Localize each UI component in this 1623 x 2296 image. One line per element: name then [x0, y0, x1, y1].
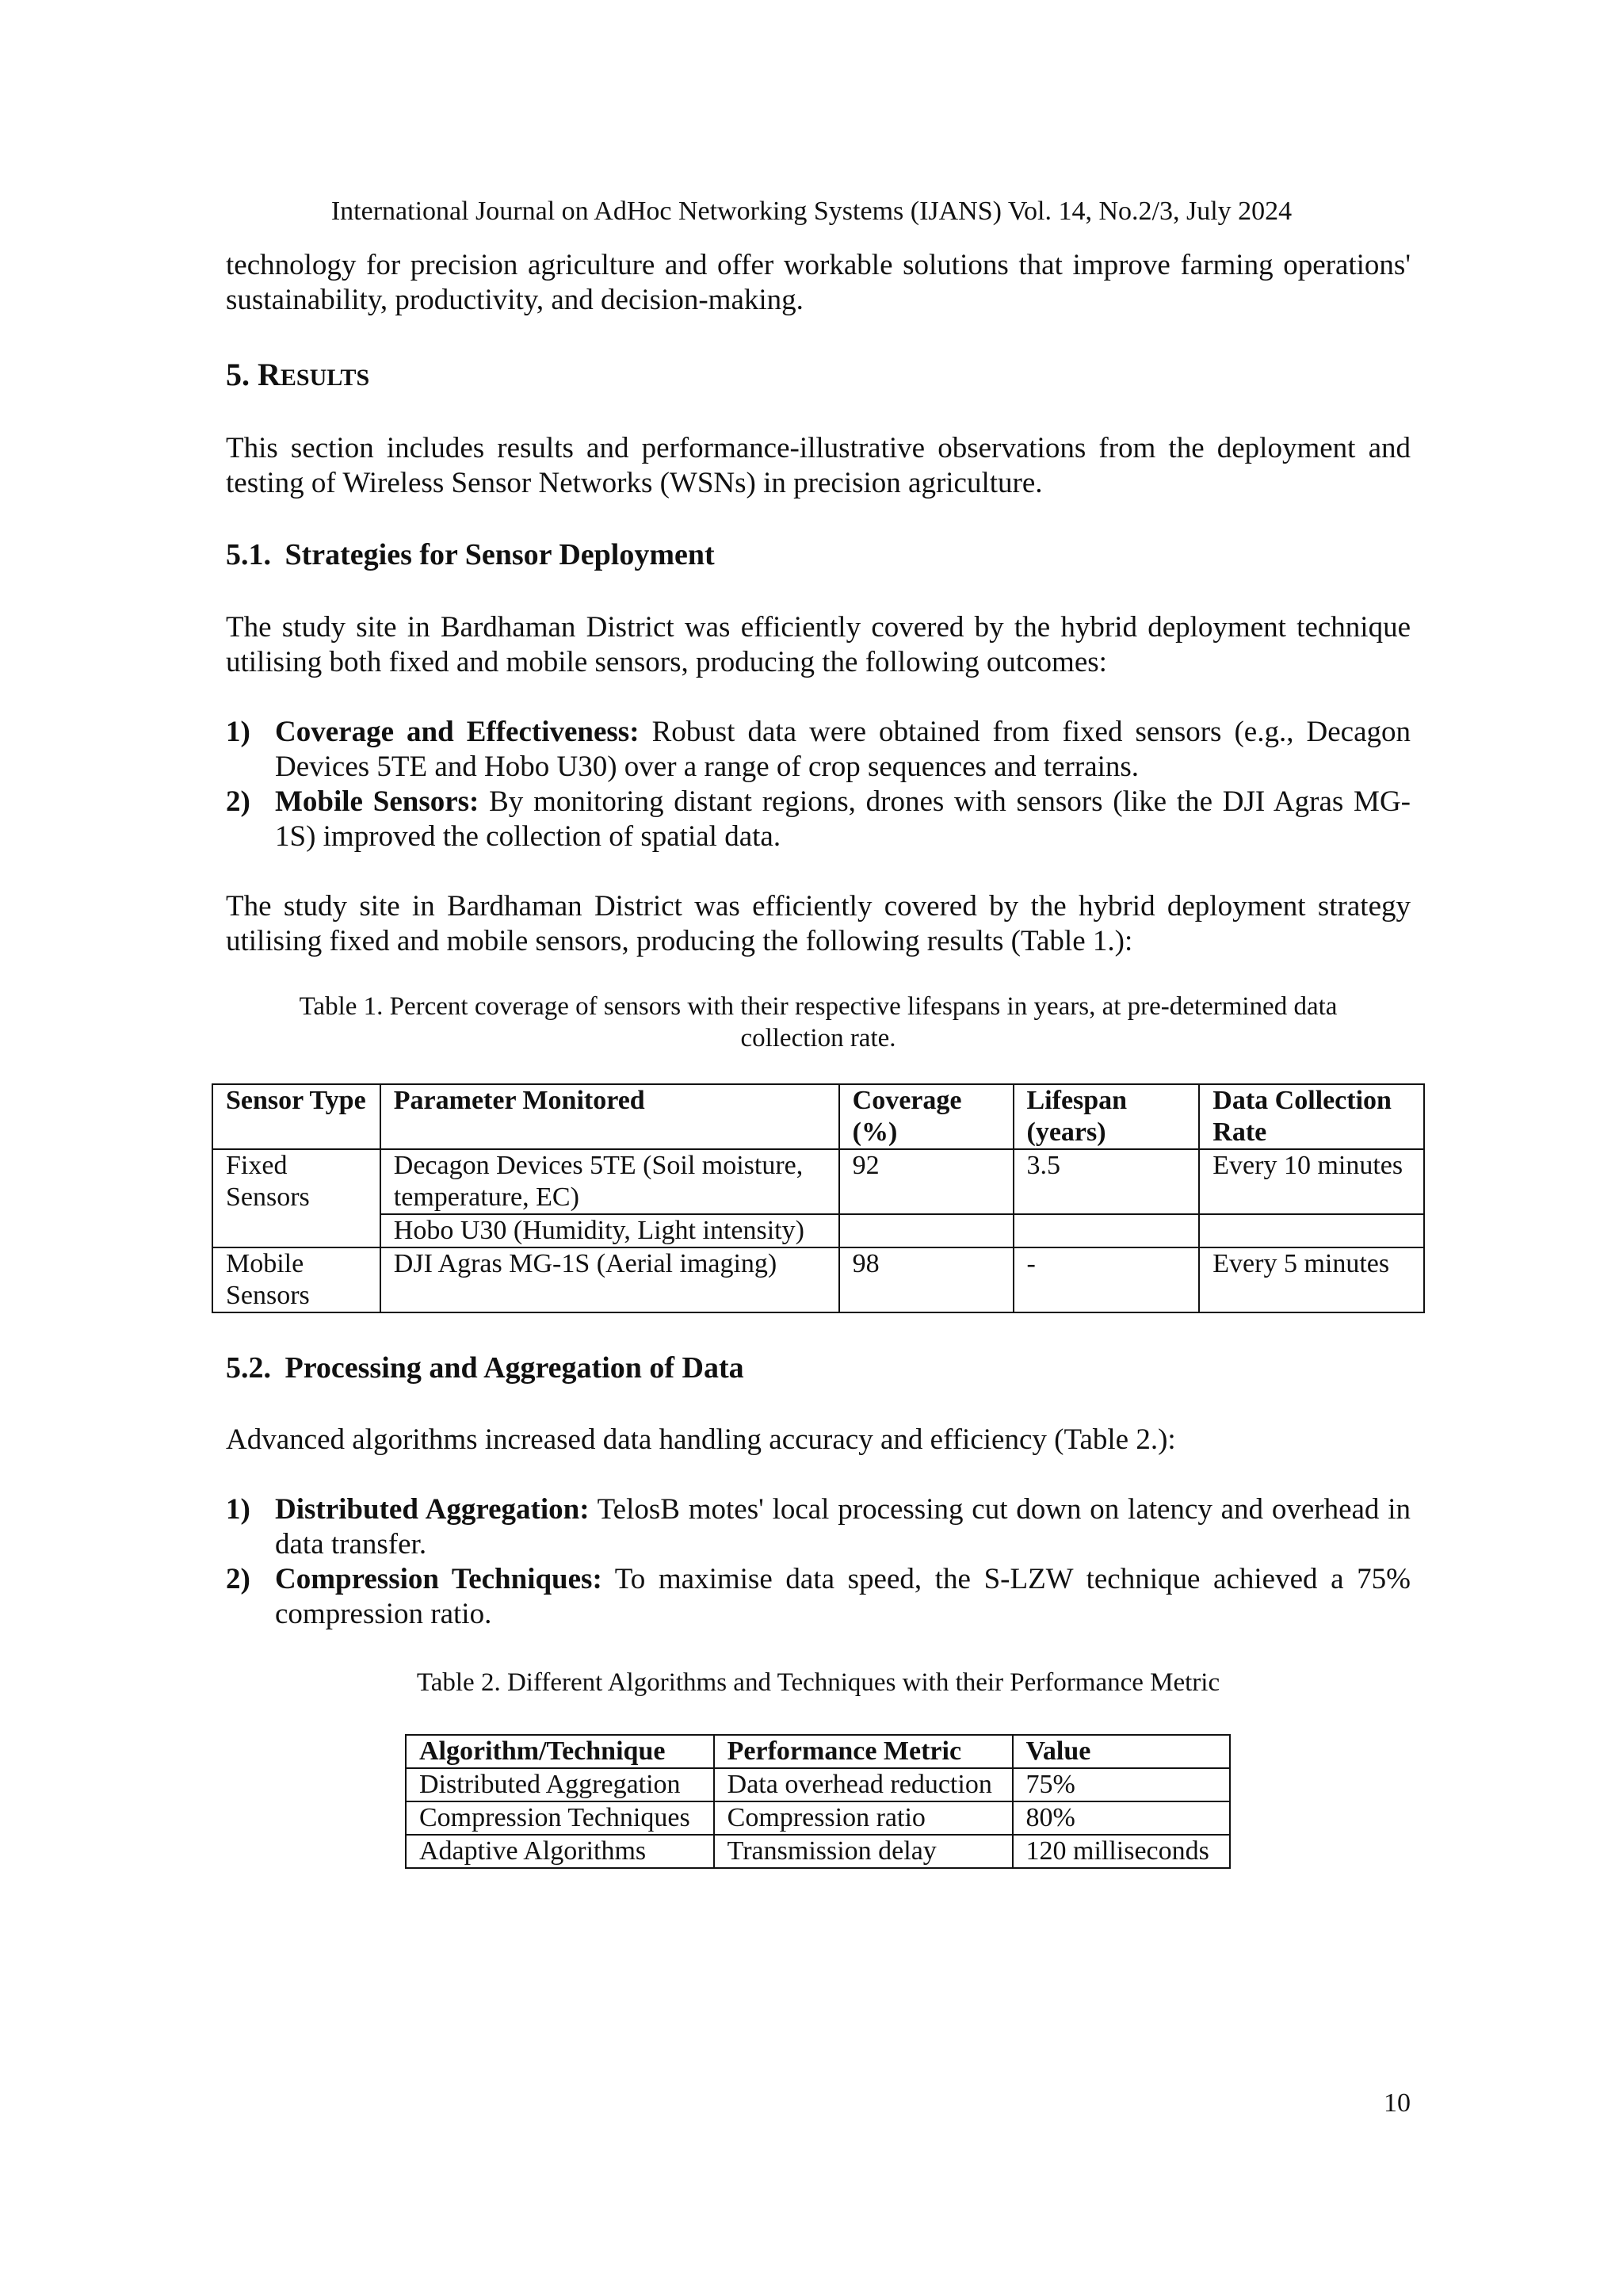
- cell-rate: [1199, 1214, 1424, 1247]
- header-value: Value: [1013, 1735, 1231, 1768]
- table-row: [406, 1768, 1230, 1801]
- list-item-number: 2): [226, 1563, 250, 1595]
- page-number: 10: [1384, 2088, 1411, 2118]
- table-header-row: [406, 1735, 1230, 1768]
- subsection-number: 5.1.: [226, 538, 271, 571]
- cell-lifespan: 3.5: [1014, 1149, 1200, 1214]
- list-item-number: 2): [226, 785, 250, 818]
- table-row: [212, 1214, 1424, 1247]
- subsection-heading-5-2: [226, 1350, 744, 1385]
- list-item-text: To maximise data speed, the S-LZW technique achieved a 75% compression ratio.: [275, 1563, 1411, 1630]
- algorithms-table: [405, 1734, 1231, 1869]
- table-row: [406, 1801, 1230, 1835]
- list-item: [226, 1492, 1411, 1562]
- cell-sensor-type: Mobile Sensors: [212, 1247, 380, 1312]
- header-sensor-type: Sensor Type: [212, 1084, 380, 1149]
- section5-paragraph: This section includes results and performance-illustrative observations from the deployment and testing of Wireless Sensor Networks (WSNs) in precision agriculture.: [226, 432, 1411, 499]
- section-title-rest: ESULTS: [280, 365, 370, 391]
- list-item-label: Mobile Sensors:: [275, 785, 479, 818]
- subsection-title: Strategies for Sensor Deployment: [285, 538, 715, 571]
- sensor-coverage-table: [212, 1083, 1425, 1313]
- list-item: [226, 715, 1411, 785]
- cell-value: 75%: [1013, 1768, 1231, 1801]
- section-heading-results: [226, 357, 369, 395]
- table-header-row: [212, 1084, 1424, 1149]
- cell-coverage: 98: [839, 1247, 1014, 1312]
- cell-parameter: Decagon Devices 5TE (Soil moisture, temperature, EC): [380, 1149, 839, 1214]
- list-item: [226, 1562, 1411, 1632]
- list-item-label: Distributed Aggregation:: [275, 1493, 590, 1526]
- list-item: [226, 785, 1411, 854]
- cell-coverage: [839, 1214, 1014, 1247]
- header-lifespan: Lifespan (years): [1014, 1084, 1200, 1149]
- cell-rate: Every 5 minutes: [1199, 1247, 1424, 1312]
- list-item-number: 1): [226, 1493, 250, 1526]
- running-header: [0, 194, 1623, 229]
- header-algorithm: Algorithm/Technique: [406, 1735, 714, 1768]
- journal-header: International Journal on AdHoc Networking Systems (IJANS) Vol. 14, No.2/3, July 2024: [330, 197, 1293, 226]
- cell-value: 80%: [1013, 1801, 1231, 1835]
- cell-sensor-type: Fixed Sensors: [212, 1149, 380, 1247]
- table1-caption-line2: collection rate.: [740, 1024, 896, 1052]
- cell-coverage: 92: [839, 1149, 1014, 1214]
- cell-parameter: DJI Agras MG-1S (Aerial imaging): [380, 1247, 839, 1312]
- cell-rate: Every 10 minutes: [1199, 1149, 1424, 1214]
- table-row: [406, 1835, 1230, 1868]
- list-item-text: TelosB motes' local processing cut down on latency and overhead in data transfer.: [275, 1493, 1411, 1561]
- section5-1-paragraph2: The study site in Bardhaman District was efficiently covered by the hybrid deployment strategy utilising fixed and mobile sensors, producing the following results (Table 1.):: [226, 890, 1411, 957]
- section5-2-paragraph: Advanced algorithms increased data handling accuracy and efficiency (Table 2.):: [226, 1423, 1176, 1456]
- cell-algorithm: Distributed Aggregation: [406, 1768, 714, 1801]
- subsection-heading-5-1: [226, 537, 715, 572]
- intro-paragraph: technology for precision agriculture and offer workable solutions that improve farming operations' sustainability, productivity, and decision-making.: [226, 249, 1411, 316]
- cell-metric: Compression ratio: [714, 1801, 1013, 1835]
- cell-parameter: Hobo U30 (Humidity, Light intensity): [380, 1214, 839, 1247]
- cell-value: 120 milliseconds: [1013, 1835, 1231, 1868]
- subsection-title: Processing and Aggregation of Data: [285, 1351, 744, 1385]
- section5-1-paragraph1: The study site in Bardhaman District was efficiently covered by the hybrid deployment technique utilising both fixed and mobile sensors, producing the following outcomes:: [226, 611, 1411, 678]
- list-item-text: By monitoring distant regions, drones with sensors (like the DJI Agras MG-1S) improved the collection of spatial data.: [275, 785, 1411, 853]
- cell-metric: Transmission delay: [714, 1835, 1013, 1868]
- section-number: 5.: [226, 357, 250, 392]
- header-coverage: Coverage (%): [839, 1084, 1014, 1149]
- table2-caption: Table 2. Different Algorithms and Techniques with their Performance Metric: [416, 1668, 1220, 1697]
- header-performance-metric: Performance Metric: [714, 1735, 1013, 1768]
- list-item-number: 1): [226, 716, 250, 748]
- list-item-label: Compression Techniques:: [275, 1563, 602, 1595]
- subsection-number: 5.2.: [226, 1351, 271, 1385]
- cell-lifespan: -: [1014, 1247, 1200, 1312]
- table-row: [212, 1247, 1424, 1312]
- cell-metric: Data overhead reduction: [714, 1768, 1013, 1801]
- cell-algorithm: Compression Techniques: [406, 1801, 714, 1835]
- section-title-initial: R: [258, 357, 281, 392]
- cell-algorithm: Adaptive Algorithms: [406, 1835, 714, 1868]
- header-parameter-monitored: Parameter Monitored: [380, 1084, 839, 1149]
- cell-lifespan: [1014, 1214, 1200, 1247]
- header-data-collection-rate: Data Collection Rate: [1199, 1084, 1424, 1149]
- list-item-label: Coverage and Effectiveness:: [275, 716, 640, 748]
- list-item-text: Robust data were obtained from fixed sensors (e.g., Decagon Devices 5TE and Hobo U30) over a range of crop sequences and terrains.: [275, 716, 1411, 783]
- table1-caption-line1: Table 1. Percent coverage of sensors with their respective lifespans in years, at pre-determined data: [299, 992, 1338, 1021]
- table1-caption: [226, 991, 1411, 1054]
- table-row: [212, 1149, 1424, 1214]
